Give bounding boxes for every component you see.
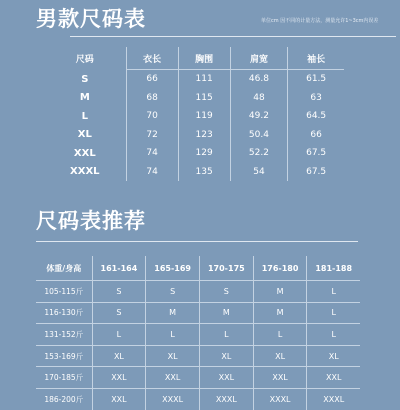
table-row	[36, 281, 360, 303]
table-header-row	[36, 256, 360, 281]
table-cell: L	[307, 281, 360, 303]
size-chart-table	[44, 47, 344, 181]
table-cell: 63	[288, 89, 344, 108]
table-cell: L	[307, 302, 360, 324]
header-length: 衣长	[126, 47, 178, 70]
row-label-cell: S	[81, 73, 89, 85]
table-cell: XL	[307, 345, 360, 367]
table-cell: 67.5	[288, 144, 344, 163]
table-cell: 119	[178, 107, 230, 126]
table-cell: M	[199, 302, 253, 324]
table-cell: 67.5	[288, 163, 344, 182]
recommendation-title: 尺码表推荐	[36, 209, 146, 233]
table-cell: M	[146, 302, 200, 324]
header-height-3: 170-175	[199, 256, 253, 281]
table-cell: 111	[178, 70, 230, 89]
size-chart-title: 男款尺码表	[36, 7, 146, 31]
row-label-cell: 116-130斤	[36, 302, 92, 324]
table-cell: XXL	[199, 367, 253, 389]
table-cell: XXL	[307, 367, 360, 389]
table-row	[44, 126, 344, 145]
table-cell: XL	[146, 345, 200, 367]
table-cell: XXXL	[307, 388, 360, 409]
table-cell: 61.5	[288, 70, 344, 89]
table-cell: 64.5	[288, 107, 344, 126]
title-divider	[70, 36, 396, 37]
table-cell: 50.4	[230, 126, 288, 145]
table-cell: 66	[288, 126, 344, 145]
header-weight-height: 体重/身高	[36, 256, 92, 281]
table-cell: XL	[92, 345, 146, 367]
table-cell: 115	[178, 89, 230, 108]
table-cell: 72	[126, 126, 178, 145]
title-divider-2	[36, 241, 358, 242]
row-label-cell: 153-169斤	[36, 345, 92, 367]
table-cell: L	[199, 324, 253, 346]
header-size: 尺码	[75, 54, 94, 65]
header-height-5: 181-188	[307, 256, 360, 281]
table-cell: 123	[178, 126, 230, 145]
table-cell: 54	[230, 163, 288, 182]
table-cell: XXL	[146, 367, 200, 389]
table-row	[36, 367, 360, 389]
table-cell: 70	[126, 107, 178, 126]
header-height-2: 165-169	[146, 256, 200, 281]
table-cell: S	[199, 281, 253, 303]
table-cell: M	[253, 281, 307, 303]
table-header-row	[44, 47, 344, 70]
table-cell: 135	[178, 163, 230, 182]
row-label-cell: XXL	[73, 147, 96, 159]
table-cell: 48	[230, 89, 288, 108]
table-cell: XXL	[92, 388, 146, 409]
table-row	[36, 324, 360, 346]
recommendation-table	[36, 256, 360, 410]
row-label-cell: 186-200斤	[36, 388, 92, 409]
table-cell: L	[146, 324, 200, 346]
table-row	[44, 144, 344, 163]
header-height-4: 176-180	[253, 256, 307, 281]
table-cell: XXL	[92, 367, 146, 389]
header-shoulder: 肩宽	[230, 47, 288, 70]
table-cell: L	[92, 324, 146, 346]
table-cell: 74	[126, 144, 178, 163]
measurement-note: 单位cm 因不同的计量方法，测量允许1~3cm内误差	[261, 18, 379, 24]
table-row	[44, 107, 344, 126]
table-row	[36, 302, 360, 324]
row-label-cell: XXXL	[70, 166, 100, 178]
table-row	[44, 163, 344, 182]
table-cell: 68	[126, 89, 178, 108]
header-chest: 胸围	[178, 47, 230, 70]
row-label-cell: XL	[77, 129, 92, 141]
row-label-cell: M	[79, 92, 90, 104]
table-cell: XXL	[253, 367, 307, 389]
row-label-cell: 131-152斤	[36, 324, 92, 346]
table-cell: XXXL	[146, 388, 200, 409]
table-cell: 52.2	[230, 144, 288, 163]
row-label-cell: L	[81, 110, 88, 122]
table-cell: S	[92, 281, 146, 303]
row-label-cell: 105-115斤	[44, 286, 84, 296]
table-cell: 66	[126, 70, 178, 89]
table-cell: XL	[199, 345, 253, 367]
table-cell: L	[307, 324, 360, 346]
header-height-1: 161-164	[92, 256, 146, 281]
table-cell: M	[253, 302, 307, 324]
table-cell: XXXL	[253, 388, 307, 409]
table-cell: S	[146, 281, 200, 303]
table-cell: 46.8	[230, 70, 288, 89]
table-cell: S	[92, 302, 146, 324]
table-row	[36, 345, 360, 367]
table-cell: L	[253, 324, 307, 346]
header-sleeve: 袖长	[288, 47, 344, 70]
table-cell: XL	[253, 345, 307, 367]
table-row	[36, 388, 360, 409]
row-label-cell: 170-185斤	[36, 367, 92, 389]
table-row	[44, 89, 344, 108]
table-cell: 74	[126, 163, 178, 182]
table-cell: 49.2	[230, 107, 288, 126]
table-row	[44, 70, 344, 89]
table-cell: 129	[178, 144, 230, 163]
table-cell: XXXL	[199, 388, 253, 409]
